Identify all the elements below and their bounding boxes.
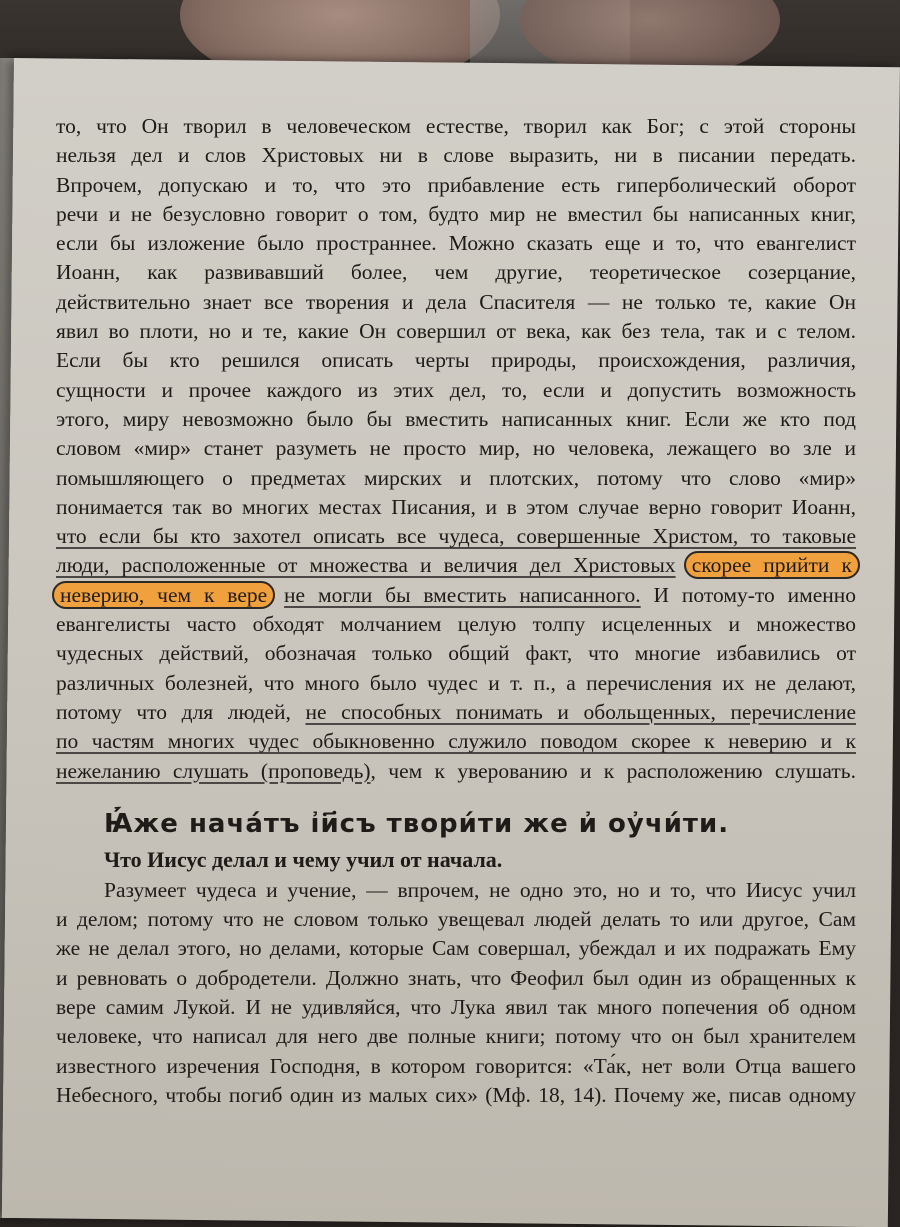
text-line: вере самим Лукой. И не удивляйся, что Лука явил так много попечения об одном [56, 995, 856, 1020]
church-slavonic-heading: Ꙗ҆́же нача́тъ і҆и҃съ твори́ти же и҆ оу҆чи́ти. [104, 808, 730, 839]
page-text [56, 112, 856, 1110]
text-line: нельзя дел и слов Христовых ни в слове выразить, ни в писании передать. [56, 143, 856, 168]
text-line: и делом; потому что не словом только увещевал людей делать то или другое, Сам [56, 907, 856, 932]
text-fragment: потому что для людей, [56, 699, 306, 724]
text-line: и ревновать о добродетели. Должно знать, что Феофил был один из обращенных к [56, 965, 856, 990]
section-subheading: Что Иисус делал и чему учил от начала. [104, 846, 503, 872]
text-line [56, 757, 856, 786]
text-line: Небесного, чтобы погиб один из малых сих» (Мф. 18, 14). Почему же, писав одному [56, 1082, 856, 1107]
text-line: речи и не безусловно говорит о том, будто мир не вместил бы написанных книг, [56, 201, 856, 226]
underlined-fragment: не могли бы вместить написанного. [284, 582, 641, 607]
highlighted-fragment: скорее прийти к [684, 551, 860, 579]
text-line: этого, миру невозможно было бы вместить написанных книг. Если же кто под [56, 406, 856, 431]
text-fragment: И потому-то именно [640, 582, 857, 607]
text-line: помышляющего о предметах мирских и плотских, потому что слово «мир» [56, 465, 856, 490]
underlined-fragment: не способных понимать и обольщенных, перечисление [305, 699, 856, 724]
text-line: действительно знает все творения и дела Спасителя — не только те, какие Он [56, 289, 856, 314]
text-line: различных болезней, что много было чудес и т. п., а перечисления их не делают, [56, 670, 856, 695]
text-line: Впрочем, допускаю и то, что это прибавление есть гиперболический оборот [56, 172, 856, 197]
text-line: человеке, что написал для него две полные книги; потому что он был хранителем [56, 1024, 856, 1049]
upper-paragraph [56, 112, 856, 786]
text-line: Разумеет чудеса и учение, — впрочем, не одно это, но и то, что Иисус учил [104, 877, 856, 902]
text-line-highlighted [56, 581, 856, 610]
text-line: если бы изложение было пространнее. Можно сказать еще и то, что евангелист [56, 231, 856, 256]
text-line [56, 698, 856, 727]
text-line: сущности и прочее каждого из этих дел, то, если и допустить возможность [56, 377, 856, 402]
section-gap [56, 786, 856, 804]
text-line-highlighted [56, 551, 856, 580]
text-line: чудесных действий, обозначая только общий факт, что многие избавились от [56, 641, 856, 666]
text-line: Иоанн, как развивавший более, чем другие, теоретическое созерцание, [56, 260, 856, 285]
text-line: же не делал этого, но делами, которые Сам совершал, убеждал и их подражать Ему [56, 936, 856, 961]
text-line: понимается так во многих местах Писания, и в этом случае верно говорит Иоанн, [56, 494, 856, 519]
text-fragment: , чем к уверованию и к расположению слушать. [370, 758, 856, 783]
underlined-line: по частям многих чудес обыкновенно служило поводом скорее к неверию и к [56, 729, 856, 754]
text-line: известного изречения Господня, в котором говорится: «Та́к, нет воли Отца вашего [56, 1053, 856, 1078]
lower-paragraph [56, 876, 856, 1110]
text-line: евангелисты часто обходят молчанием целую толпу исцеленных и множество [56, 612, 856, 637]
underlined-fragment: люди, расположенные от множества и величия дел Христовых [56, 553, 676, 578]
underlined-fragment: нежеланию слушать (проповедь) [56, 758, 371, 783]
text-line: то, что Он творил в человеческом естестве, творил как Бог; с этой стороны [56, 114, 856, 138]
text-line: явил во плоти, но и те, какие Он совершил от века, как без тела, так и с телом. [56, 319, 856, 344]
underlined-line: что если бы кто захотел описать все чудеса, совершенные Христом, то таковые [56, 524, 856, 549]
text-line: словом «мир» станет разуметь не просто мир, но человека, лежащего во зле и [56, 436, 856, 461]
text-line: Если бы кто решился описать черты природы, происхождения, различия, [56, 348, 856, 373]
highlighted-fragment: неверию, чем к вере [52, 581, 275, 609]
